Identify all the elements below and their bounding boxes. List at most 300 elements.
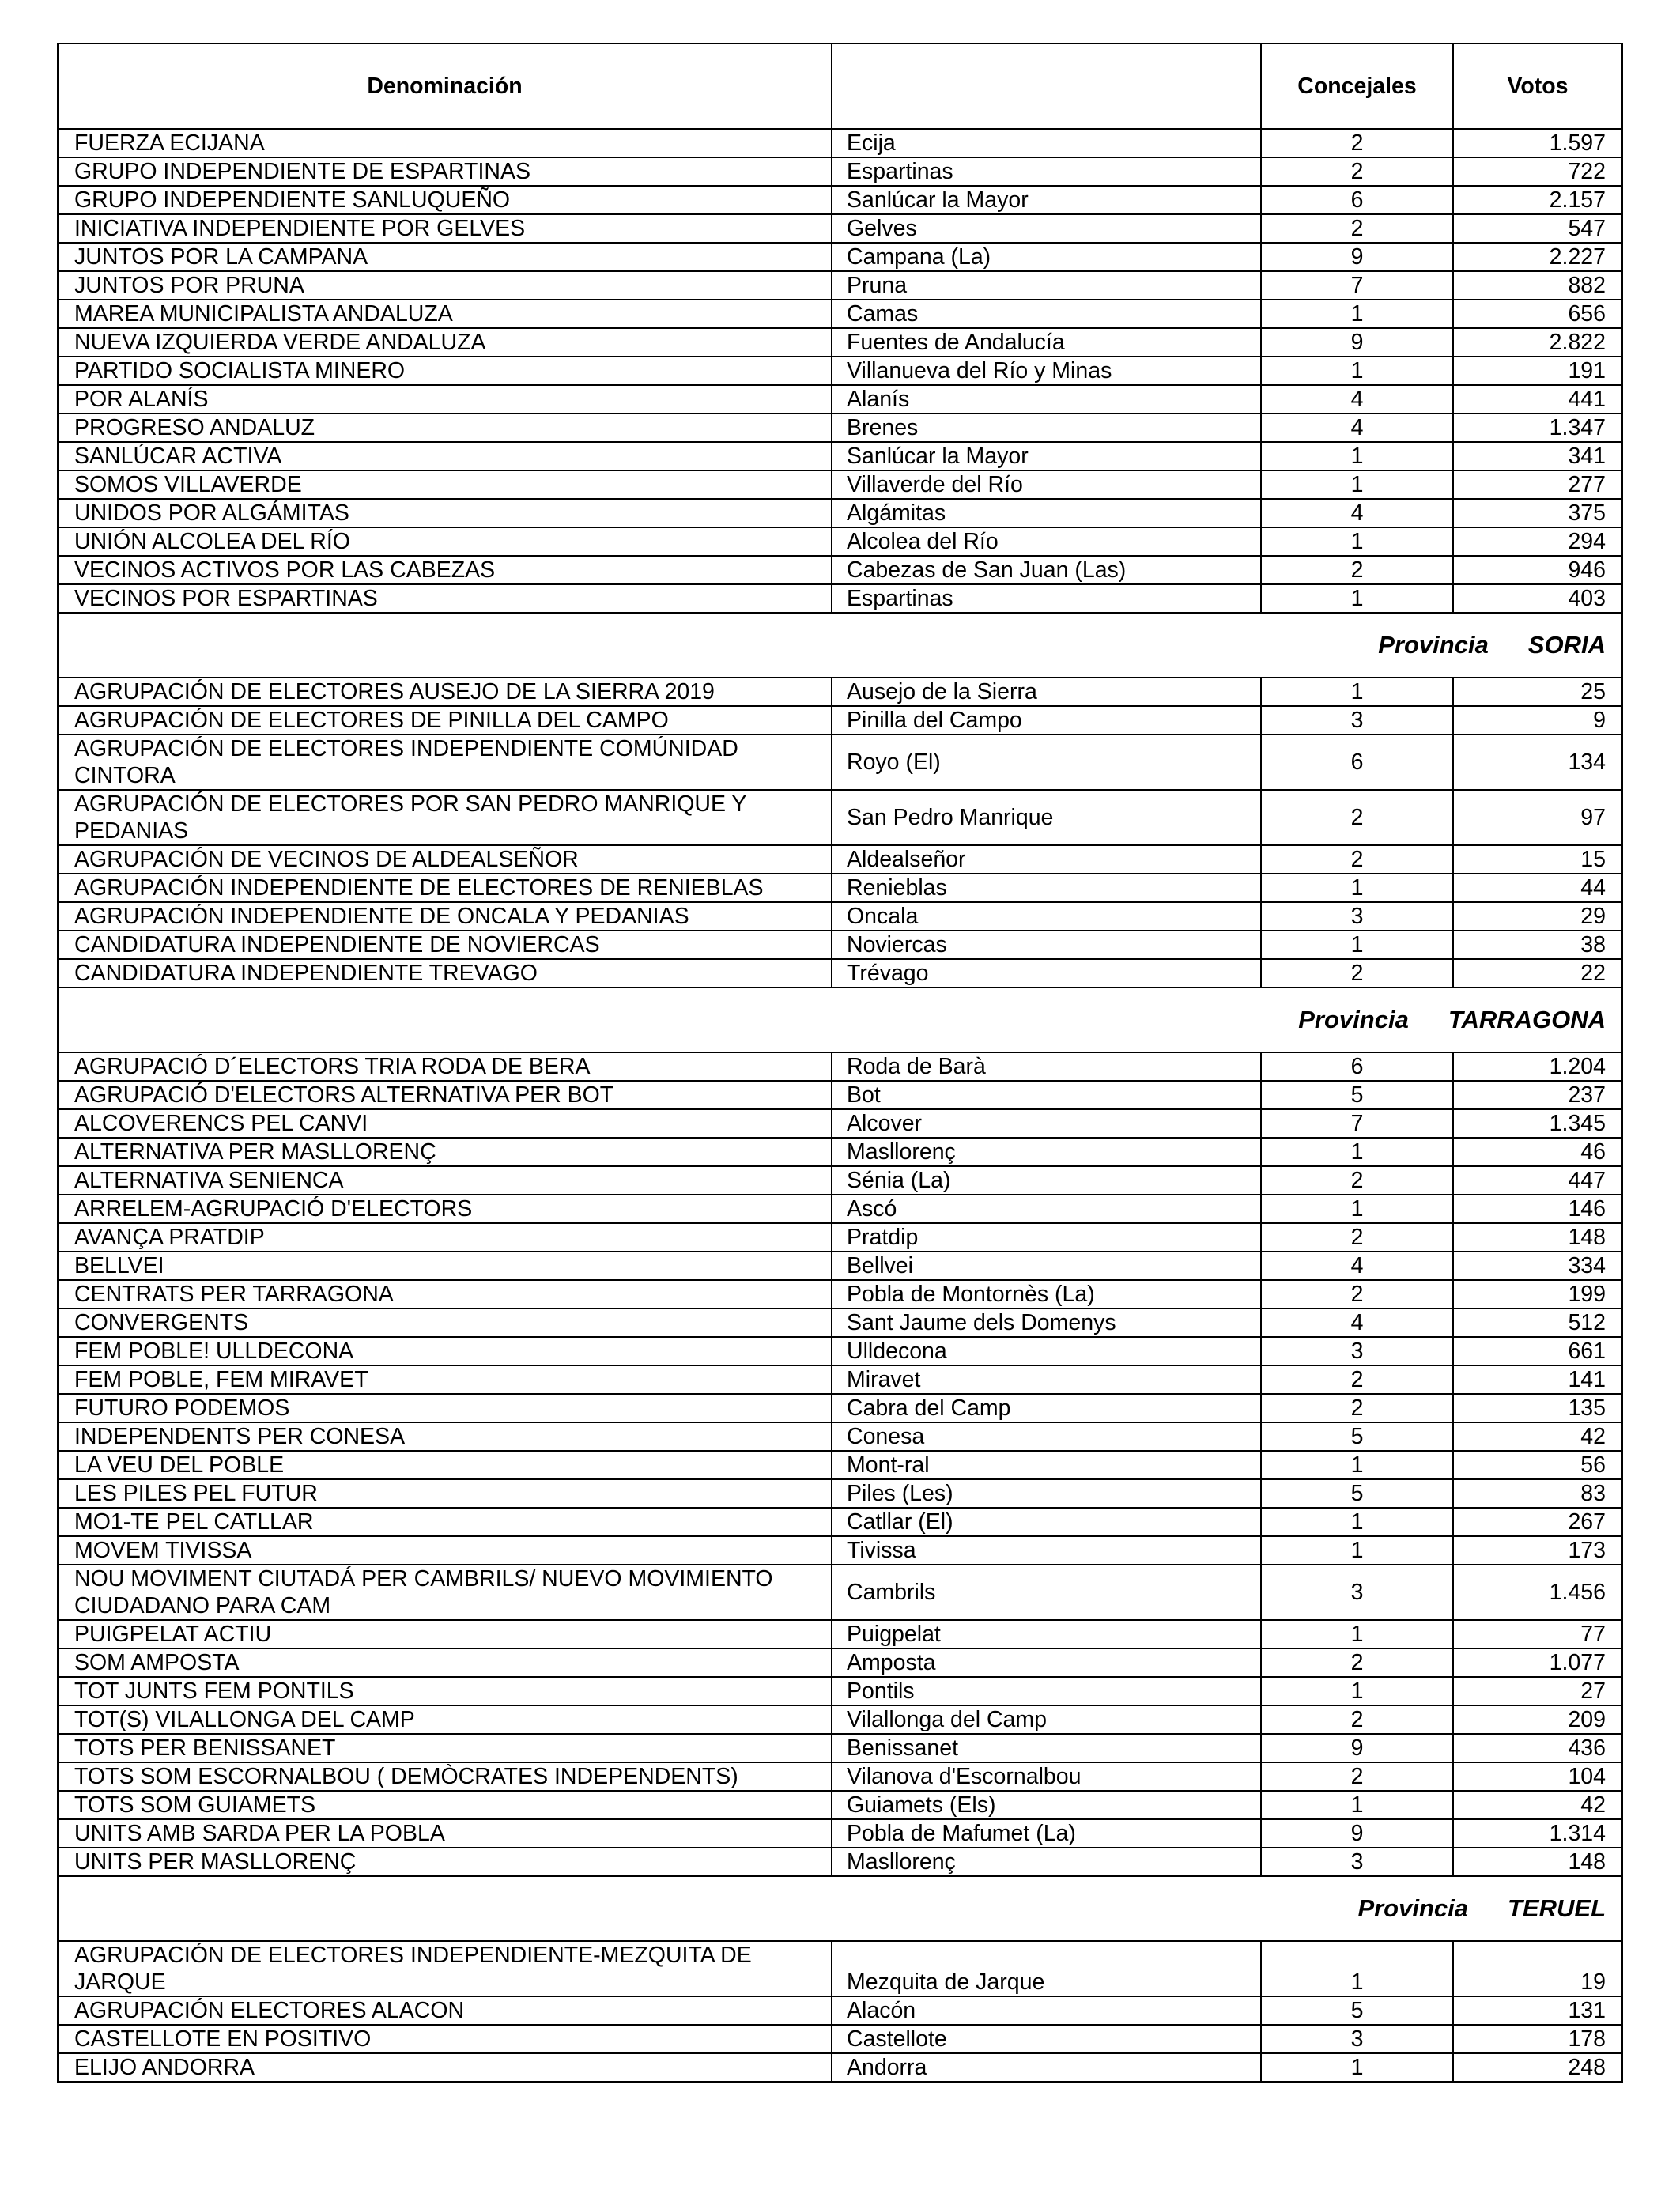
table-row bbox=[58, 1138, 1622, 1166]
table-row bbox=[58, 186, 1622, 214]
councilors-cell: 5 bbox=[1261, 1422, 1453, 1451]
table-row bbox=[58, 1479, 1622, 1508]
table-row bbox=[58, 1620, 1622, 1648]
table-row bbox=[58, 385, 1622, 413]
municipality-cell: Ulldecona bbox=[832, 1337, 1261, 1365]
votes-cell: 38 bbox=[1453, 931, 1622, 959]
municipality-cell: Espartinas bbox=[832, 584, 1261, 613]
municipality-cell: Alcolea del Río bbox=[832, 527, 1261, 556]
table-row bbox=[58, 2025, 1622, 2053]
party-name-cell: PUIGPELAT ACTIU bbox=[58, 1620, 832, 1648]
councilors-cell: 6 bbox=[1261, 734, 1453, 790]
province-name: SORIA bbox=[1527, 631, 1606, 659]
municipality-cell: Miravet bbox=[832, 1365, 1261, 1394]
votes-cell: 447 bbox=[1453, 1166, 1622, 1195]
table-row bbox=[58, 2053, 1622, 2082]
province-header bbox=[58, 613, 1622, 678]
councilors-cell: 2 bbox=[1261, 1365, 1453, 1394]
municipality-cell: Cambrils bbox=[832, 1565, 1261, 1620]
table-row bbox=[58, 470, 1622, 499]
municipality-cell: Trévago bbox=[832, 959, 1261, 987]
table-row bbox=[58, 271, 1622, 300]
municipality-cell: Fuentes de Andalucía bbox=[832, 328, 1261, 357]
votes-cell: 29 bbox=[1453, 902, 1622, 931]
table-row bbox=[58, 1996, 1622, 2025]
table-row bbox=[58, 1762, 1622, 1791]
party-name-cell: PARTIDO SOCIALISTA MINERO bbox=[58, 357, 832, 385]
party-name-cell: GRUPO INDEPENDIENTE SANLUQUEÑO bbox=[58, 186, 832, 214]
table-row bbox=[58, 845, 1622, 874]
votes-cell: 946 bbox=[1453, 556, 1622, 584]
votes-cell: 173 bbox=[1453, 1536, 1622, 1565]
councilors-cell: 9 bbox=[1261, 1734, 1453, 1762]
province-header bbox=[58, 987, 1622, 1052]
table-row bbox=[58, 1536, 1622, 1565]
province-header-row bbox=[58, 987, 1622, 1052]
table-row bbox=[58, 1941, 1622, 1996]
party-name-cell: ELIJO ANDORRA bbox=[58, 2053, 832, 2082]
party-name-cell: SOM AMPOSTA bbox=[58, 1648, 832, 1677]
party-name-cell: CONVERGENTS bbox=[58, 1308, 832, 1337]
votes-cell: 436 bbox=[1453, 1734, 1622, 1762]
councilors-cell: 2 bbox=[1261, 959, 1453, 987]
party-name-cell: AGRUPACIÓN DE ELECTORES INDEPENDIENTE-MEZQUITA DE JARQUE bbox=[58, 1941, 832, 1996]
councilors-cell: 7 bbox=[1261, 1109, 1453, 1138]
municipality-cell: Ascó bbox=[832, 1195, 1261, 1223]
table-row bbox=[58, 1394, 1622, 1422]
councilors-cell: 1 bbox=[1261, 678, 1453, 706]
party-name-cell: AGRUPACIÓ D'ELECTORS ALTERNATIVA PER BOT bbox=[58, 1081, 832, 1109]
votes-cell: 83 bbox=[1453, 1479, 1622, 1508]
votes-cell: 131 bbox=[1453, 1996, 1622, 2025]
votes-cell: 656 bbox=[1453, 300, 1622, 328]
municipality-cell: Cabezas de San Juan (Las) bbox=[832, 556, 1261, 584]
table-row bbox=[58, 1791, 1622, 1819]
votes-cell: 46 bbox=[1453, 1138, 1622, 1166]
party-name-cell: GRUPO INDEPENDIENTE DE ESPARTINAS bbox=[58, 157, 832, 186]
table-row bbox=[58, 1166, 1622, 1195]
party-name-cell: POR ALANÍS bbox=[58, 385, 832, 413]
councilors-cell: 4 bbox=[1261, 499, 1453, 527]
municipality-cell: Oncala bbox=[832, 902, 1261, 931]
councilors-cell: 1 bbox=[1261, 874, 1453, 902]
document-page bbox=[57, 43, 1621, 2083]
party-name-cell: AGRUPACIÓN INDEPENDIENTE DE ONCALA Y PEDANIAS bbox=[58, 902, 832, 931]
party-name-cell: UNITS PER MASLLORENÇ bbox=[58, 1848, 832, 1876]
table-row bbox=[58, 243, 1622, 271]
municipality-cell: Puigpelat bbox=[832, 1620, 1261, 1648]
municipality-cell: Roda de Barà bbox=[832, 1052, 1261, 1081]
votes-cell: 27 bbox=[1453, 1677, 1622, 1705]
municipality-cell: Piles (Les) bbox=[832, 1479, 1261, 1508]
results-table bbox=[57, 43, 1623, 2083]
party-name-cell: AGRUPACIÓN DE ELECTORES POR SAN PEDRO MANRIQUE Y PEDANIAS bbox=[58, 790, 832, 845]
party-name-cell: ALTERNATIVA SENIENCA bbox=[58, 1166, 832, 1195]
table-body bbox=[58, 129, 1622, 2082]
party-name-cell: TOT(S) VILALLONGA DEL CAMP bbox=[58, 1705, 832, 1734]
councilors-cell: 2 bbox=[1261, 845, 1453, 874]
councilors-cell: 4 bbox=[1261, 1252, 1453, 1280]
councilors-cell: 1 bbox=[1261, 931, 1453, 959]
councilors-cell: 2 bbox=[1261, 1705, 1453, 1734]
table-row bbox=[58, 442, 1622, 470]
councilors-cell: 3 bbox=[1261, 1848, 1453, 1876]
table-row bbox=[58, 157, 1622, 186]
votes-cell: 9 bbox=[1453, 706, 1622, 734]
table-row bbox=[58, 734, 1622, 790]
votes-cell: 1.314 bbox=[1453, 1819, 1622, 1848]
table-row bbox=[58, 1365, 1622, 1394]
votes-cell: 199 bbox=[1453, 1280, 1622, 1308]
table-row bbox=[58, 1052, 1622, 1081]
municipality-cell: Royo (El) bbox=[832, 734, 1261, 790]
votes-cell: 512 bbox=[1453, 1308, 1622, 1337]
municipality-cell: Aldealseñor bbox=[832, 845, 1261, 874]
table-row bbox=[58, 1705, 1622, 1734]
votes-cell: 403 bbox=[1453, 584, 1622, 613]
municipality-cell: Sanlúcar la Mayor bbox=[832, 442, 1261, 470]
councilors-cell: 2 bbox=[1261, 1166, 1453, 1195]
party-name-cell: AGRUPACIÓN DE ELECTORES AUSEJO DE LA SIERRA 2019 bbox=[58, 678, 832, 706]
councilors-cell: 1 bbox=[1261, 584, 1453, 613]
votes-cell: 2.822 bbox=[1453, 328, 1622, 357]
party-name-cell: VECINOS ACTIVOS POR LAS CABEZAS bbox=[58, 556, 832, 584]
votes-cell: 2.157 bbox=[1453, 186, 1622, 214]
municipality-cell: Cabra del Camp bbox=[832, 1394, 1261, 1422]
councilors-cell: 3 bbox=[1261, 2025, 1453, 2053]
table-row bbox=[58, 1565, 1622, 1620]
party-name-cell: AGRUPACIÓ D´ELECTORS TRIA RODA DE BERA bbox=[58, 1052, 832, 1081]
councilors-cell: 2 bbox=[1261, 129, 1453, 157]
municipality-cell: Amposta bbox=[832, 1648, 1261, 1677]
table-row bbox=[58, 902, 1622, 931]
municipality-cell: Villaverde del Río bbox=[832, 470, 1261, 499]
municipality-cell: Castellote bbox=[832, 2025, 1261, 2053]
votes-cell: 209 bbox=[1453, 1705, 1622, 1734]
councilors-cell: 9 bbox=[1261, 243, 1453, 271]
municipality-cell: Conesa bbox=[832, 1422, 1261, 1451]
party-name-cell: LA VEU DEL POBLE bbox=[58, 1451, 832, 1479]
table-row bbox=[58, 214, 1622, 243]
votes-cell: 42 bbox=[1453, 1791, 1622, 1819]
votes-cell: 25 bbox=[1453, 678, 1622, 706]
votes-cell: 97 bbox=[1453, 790, 1622, 845]
votes-cell: 104 bbox=[1453, 1762, 1622, 1791]
councilors-cell: 3 bbox=[1261, 1337, 1453, 1365]
party-name-cell: VECINOS POR ESPARTINAS bbox=[58, 584, 832, 613]
municipality-cell: Ecija bbox=[832, 129, 1261, 157]
table-row bbox=[58, 1223, 1622, 1252]
councilors-cell: 2 bbox=[1261, 1223, 1453, 1252]
party-name-cell: FUERZA ECIJANA bbox=[58, 129, 832, 157]
votes-cell: 2.227 bbox=[1453, 243, 1622, 271]
party-name-cell: FEM POBLE! ULLDECONA bbox=[58, 1337, 832, 1365]
votes-cell: 237 bbox=[1453, 1081, 1622, 1109]
councilors-cell: 1 bbox=[1261, 1620, 1453, 1648]
party-name-cell: AGRUPACIÓN ELECTORES ALACON bbox=[58, 1996, 832, 2025]
province-label: Provincia bbox=[1378, 631, 1489, 659]
party-name-cell: SOMOS VILLAVERDE bbox=[58, 470, 832, 499]
municipality-cell: Pruna bbox=[832, 271, 1261, 300]
table-row bbox=[58, 1252, 1622, 1280]
votes-cell: 341 bbox=[1453, 442, 1622, 470]
councilors-cell: 6 bbox=[1261, 1052, 1453, 1081]
municipality-cell: Sanlúcar la Mayor bbox=[832, 186, 1261, 214]
table-row bbox=[58, 959, 1622, 987]
municipality-cell: Camas bbox=[832, 300, 1261, 328]
municipality-cell: Brenes bbox=[832, 413, 1261, 442]
votes-cell: 375 bbox=[1453, 499, 1622, 527]
party-name-cell: ARRELEM-AGRUPACIÓ D'ELECTORS bbox=[58, 1195, 832, 1223]
table-row bbox=[58, 931, 1622, 959]
councilors-cell: 4 bbox=[1261, 413, 1453, 442]
votes-cell: 1.345 bbox=[1453, 1109, 1622, 1138]
votes-cell: 77 bbox=[1453, 1620, 1622, 1648]
table-row bbox=[58, 527, 1622, 556]
municipality-cell: Mont-ral bbox=[832, 1451, 1261, 1479]
councilors-cell: 2 bbox=[1261, 1762, 1453, 1791]
votes-cell: 148 bbox=[1453, 1848, 1622, 1876]
municipality-cell: Sénia (La) bbox=[832, 1166, 1261, 1195]
votes-cell: 19 bbox=[1453, 1941, 1622, 1996]
municipality-cell: Alacón bbox=[832, 1996, 1261, 2025]
councilors-cell: 1 bbox=[1261, 1941, 1453, 1996]
table-row bbox=[58, 1280, 1622, 1308]
councilors-cell: 2 bbox=[1261, 556, 1453, 584]
party-name-cell: AGRUPACIÓN DE ELECTORES DE PINILLA DEL CAMPO bbox=[58, 706, 832, 734]
table-row bbox=[58, 706, 1622, 734]
municipality-cell: Ausejo de la Sierra bbox=[832, 678, 1261, 706]
votes-cell: 1.347 bbox=[1453, 413, 1622, 442]
municipality-cell: Catllar (El) bbox=[832, 1508, 1261, 1536]
table-row bbox=[58, 1081, 1622, 1109]
councilors-cell: 1 bbox=[1261, 1508, 1453, 1536]
table-row bbox=[58, 357, 1622, 385]
municipality-cell: Tivissa bbox=[832, 1536, 1261, 1565]
councilors-cell: 1 bbox=[1261, 1536, 1453, 1565]
municipality-cell: Sant Jaume dels Domenys bbox=[832, 1308, 1261, 1337]
party-name-cell: ALTERNATIVA PER MASLLORENÇ bbox=[58, 1138, 832, 1166]
municipality-cell: Mezquita de Jarque bbox=[832, 1941, 1261, 1996]
councilors-cell: 4 bbox=[1261, 385, 1453, 413]
party-name-cell: TOTS SOM GUIAMETS bbox=[58, 1791, 832, 1819]
municipality-cell: Campana (La) bbox=[832, 243, 1261, 271]
votes-cell: 178 bbox=[1453, 2025, 1622, 2053]
party-name-cell: INICIATIVA INDEPENDIENTE POR GELVES bbox=[58, 214, 832, 243]
municipality-cell: Masllorenç bbox=[832, 1138, 1261, 1166]
table-row bbox=[58, 678, 1622, 706]
table-row bbox=[58, 1819, 1622, 1848]
councilors-cell: 6 bbox=[1261, 186, 1453, 214]
party-name-cell: NOU MOVIMENT CIUTADÁ PER CAMBRILS/ NUEVO MOVIMIENTO CIUDADANO PARA CAM bbox=[58, 1565, 832, 1620]
municipality-cell: Gelves bbox=[832, 214, 1261, 243]
party-name-cell: BELLVEI bbox=[58, 1252, 832, 1280]
table-row bbox=[58, 328, 1622, 357]
councilors-cell: 7 bbox=[1261, 271, 1453, 300]
votes-cell: 267 bbox=[1453, 1508, 1622, 1536]
table-row bbox=[58, 1308, 1622, 1337]
votes-cell: 1.597 bbox=[1453, 129, 1622, 157]
councilors-cell: 3 bbox=[1261, 706, 1453, 734]
votes-cell: 441 bbox=[1453, 385, 1622, 413]
councilors-cell: 1 bbox=[1261, 470, 1453, 499]
party-name-cell: LES PILES PEL FUTUR bbox=[58, 1479, 832, 1508]
party-name-cell: INDEPENDENTS PER CONESA bbox=[58, 1422, 832, 1451]
municipality-cell: Bellvei bbox=[832, 1252, 1261, 1280]
municipality-cell: Pobla de Montornès (La) bbox=[832, 1280, 1261, 1308]
municipality-cell: Andorra bbox=[832, 2053, 1261, 2082]
councilors-cell: 5 bbox=[1261, 1479, 1453, 1508]
table-row bbox=[58, 129, 1622, 157]
table-row bbox=[58, 1451, 1622, 1479]
party-name-cell: AGRUPACIÓN DE VECINOS DE ALDEALSEÑOR bbox=[58, 845, 832, 874]
municipality-cell: Villanueva del Río y Minas bbox=[832, 357, 1261, 385]
municipality-cell: Noviercas bbox=[832, 931, 1261, 959]
table-header-row bbox=[58, 43, 1622, 129]
votes-cell: 141 bbox=[1453, 1365, 1622, 1394]
header-denominacion: Denominación bbox=[58, 43, 832, 129]
councilors-cell: 9 bbox=[1261, 328, 1453, 357]
councilors-cell: 1 bbox=[1261, 527, 1453, 556]
header-concejales: Concejales bbox=[1261, 43, 1453, 129]
province-label: Provincia bbox=[1298, 1006, 1409, 1033]
votes-cell: 722 bbox=[1453, 157, 1622, 186]
votes-cell: 277 bbox=[1453, 470, 1622, 499]
party-name-cell: UNITS AMB SARDA PER LA POBLA bbox=[58, 1819, 832, 1848]
table-row bbox=[58, 413, 1622, 442]
councilors-cell: 2 bbox=[1261, 790, 1453, 845]
party-name-cell: AVANÇA PRATDIP bbox=[58, 1223, 832, 1252]
table-row bbox=[58, 556, 1622, 584]
province-name: TERUEL bbox=[1508, 1894, 1606, 1922]
votes-cell: 547 bbox=[1453, 214, 1622, 243]
header-municipality bbox=[832, 43, 1261, 129]
votes-cell: 56 bbox=[1453, 1451, 1622, 1479]
councilors-cell: 2 bbox=[1261, 214, 1453, 243]
councilors-cell: 2 bbox=[1261, 1280, 1453, 1308]
province-name: TARRAGONA bbox=[1448, 1006, 1606, 1033]
province-label: Provincia bbox=[1357, 1894, 1468, 1922]
party-name-cell: UNIÓN ALCOLEA DEL RÍO bbox=[58, 527, 832, 556]
votes-cell: 882 bbox=[1453, 271, 1622, 300]
party-name-cell: TOT JUNTS FEM PONTILS bbox=[58, 1677, 832, 1705]
councilors-cell: 2 bbox=[1261, 1648, 1453, 1677]
councilors-cell: 1 bbox=[1261, 357, 1453, 385]
votes-cell: 248 bbox=[1453, 2053, 1622, 2082]
councilors-cell: 5 bbox=[1261, 1081, 1453, 1109]
party-name-cell: TOTS PER BENISSANET bbox=[58, 1734, 832, 1762]
votes-cell: 334 bbox=[1453, 1252, 1622, 1280]
party-name-cell: MOVEM TIVISSA bbox=[58, 1536, 832, 1565]
municipality-cell: Benissanet bbox=[832, 1734, 1261, 1762]
municipality-cell: Espartinas bbox=[832, 157, 1261, 186]
councilors-cell: 3 bbox=[1261, 1565, 1453, 1620]
municipality-cell: Pinilla del Campo bbox=[832, 706, 1261, 734]
party-name-cell: SANLÚCAR ACTIVA bbox=[58, 442, 832, 470]
party-name-cell: AGRUPACIÓN INDEPENDIENTE DE ELECTORES DE RENIEBLAS bbox=[58, 874, 832, 902]
councilors-cell: 1 bbox=[1261, 300, 1453, 328]
table-row bbox=[58, 499, 1622, 527]
votes-cell: 1.077 bbox=[1453, 1648, 1622, 1677]
councilors-cell: 1 bbox=[1261, 1138, 1453, 1166]
councilors-cell: 4 bbox=[1261, 1308, 1453, 1337]
councilors-cell: 1 bbox=[1261, 442, 1453, 470]
municipality-cell: San Pedro Manrique bbox=[832, 790, 1261, 845]
party-name-cell: CANDIDATURA INDEPENDIENTE TREVAGO bbox=[58, 959, 832, 987]
table-row bbox=[58, 874, 1622, 902]
party-name-cell: AGRUPACIÓN DE ELECTORES INDEPENDIENTE COMÚNIDAD CINTORA bbox=[58, 734, 832, 790]
votes-cell: 1.204 bbox=[1453, 1052, 1622, 1081]
party-name-cell: MO1-TE PEL CATLLAR bbox=[58, 1508, 832, 1536]
party-name-cell: JUNTOS POR LA CAMPANA bbox=[58, 243, 832, 271]
table-row bbox=[58, 1508, 1622, 1536]
votes-cell: 661 bbox=[1453, 1337, 1622, 1365]
councilors-cell: 2 bbox=[1261, 157, 1453, 186]
votes-cell: 191 bbox=[1453, 357, 1622, 385]
municipality-cell: Alanís bbox=[832, 385, 1261, 413]
municipality-cell: Bot bbox=[832, 1081, 1261, 1109]
table-row bbox=[58, 1195, 1622, 1223]
table-row bbox=[58, 1422, 1622, 1451]
councilors-cell: 9 bbox=[1261, 1819, 1453, 1848]
councilors-cell: 5 bbox=[1261, 1996, 1453, 2025]
councilors-cell: 3 bbox=[1261, 902, 1453, 931]
header-votos: Votos bbox=[1453, 43, 1622, 129]
municipality-cell: Pratdip bbox=[832, 1223, 1261, 1252]
table-row bbox=[58, 1848, 1622, 1876]
votes-cell: 134 bbox=[1453, 734, 1622, 790]
province-header-row bbox=[58, 1876, 1622, 1941]
councilors-cell: 1 bbox=[1261, 2053, 1453, 2082]
party-name-cell: FUTURO PODEMOS bbox=[58, 1394, 832, 1422]
municipality-cell: Guiamets (Els) bbox=[832, 1791, 1261, 1819]
votes-cell: 146 bbox=[1453, 1195, 1622, 1223]
municipality-cell: Vilallonga del Camp bbox=[832, 1705, 1261, 1734]
party-name-cell: FEM POBLE, FEM MIRAVET bbox=[58, 1365, 832, 1394]
province-header bbox=[58, 1876, 1622, 1941]
table-row bbox=[58, 300, 1622, 328]
table-row bbox=[58, 1734, 1622, 1762]
province-header-row bbox=[58, 613, 1622, 678]
votes-cell: 148 bbox=[1453, 1223, 1622, 1252]
party-name-cell: UNIDOS POR ALGÁMITAS bbox=[58, 499, 832, 527]
party-name-cell: MAREA MUNICIPALISTA ANDALUZA bbox=[58, 300, 832, 328]
party-name-cell: CASTELLOTE EN POSITIVO bbox=[58, 2025, 832, 2053]
votes-cell: 44 bbox=[1453, 874, 1622, 902]
municipality-cell: Renieblas bbox=[832, 874, 1261, 902]
municipality-cell: Pobla de Mafumet (La) bbox=[832, 1819, 1261, 1848]
table-row bbox=[58, 584, 1622, 613]
votes-cell: 294 bbox=[1453, 527, 1622, 556]
councilors-cell: 1 bbox=[1261, 1677, 1453, 1705]
municipality-cell: Vilanova d'Escornalbou bbox=[832, 1762, 1261, 1791]
party-name-cell: CANDIDATURA INDEPENDIENTE DE NOVIERCAS bbox=[58, 931, 832, 959]
votes-cell: 22 bbox=[1453, 959, 1622, 987]
table-row bbox=[58, 1337, 1622, 1365]
councilors-cell: 1 bbox=[1261, 1791, 1453, 1819]
votes-cell: 15 bbox=[1453, 845, 1622, 874]
votes-cell: 135 bbox=[1453, 1394, 1622, 1422]
table-row bbox=[58, 1109, 1622, 1138]
votes-cell: 1.456 bbox=[1453, 1565, 1622, 1620]
party-name-cell: ALCOVERENCS PEL CANVI bbox=[58, 1109, 832, 1138]
party-name-cell: NUEVA IZQUIERDA VERDE ANDALUZA bbox=[58, 328, 832, 357]
municipality-cell: Masllorenç bbox=[832, 1848, 1261, 1876]
party-name-cell: CENTRATS PER TARRAGONA bbox=[58, 1280, 832, 1308]
table-row bbox=[58, 1648, 1622, 1677]
votes-cell: 42 bbox=[1453, 1422, 1622, 1451]
municipality-cell: Alcover bbox=[832, 1109, 1261, 1138]
